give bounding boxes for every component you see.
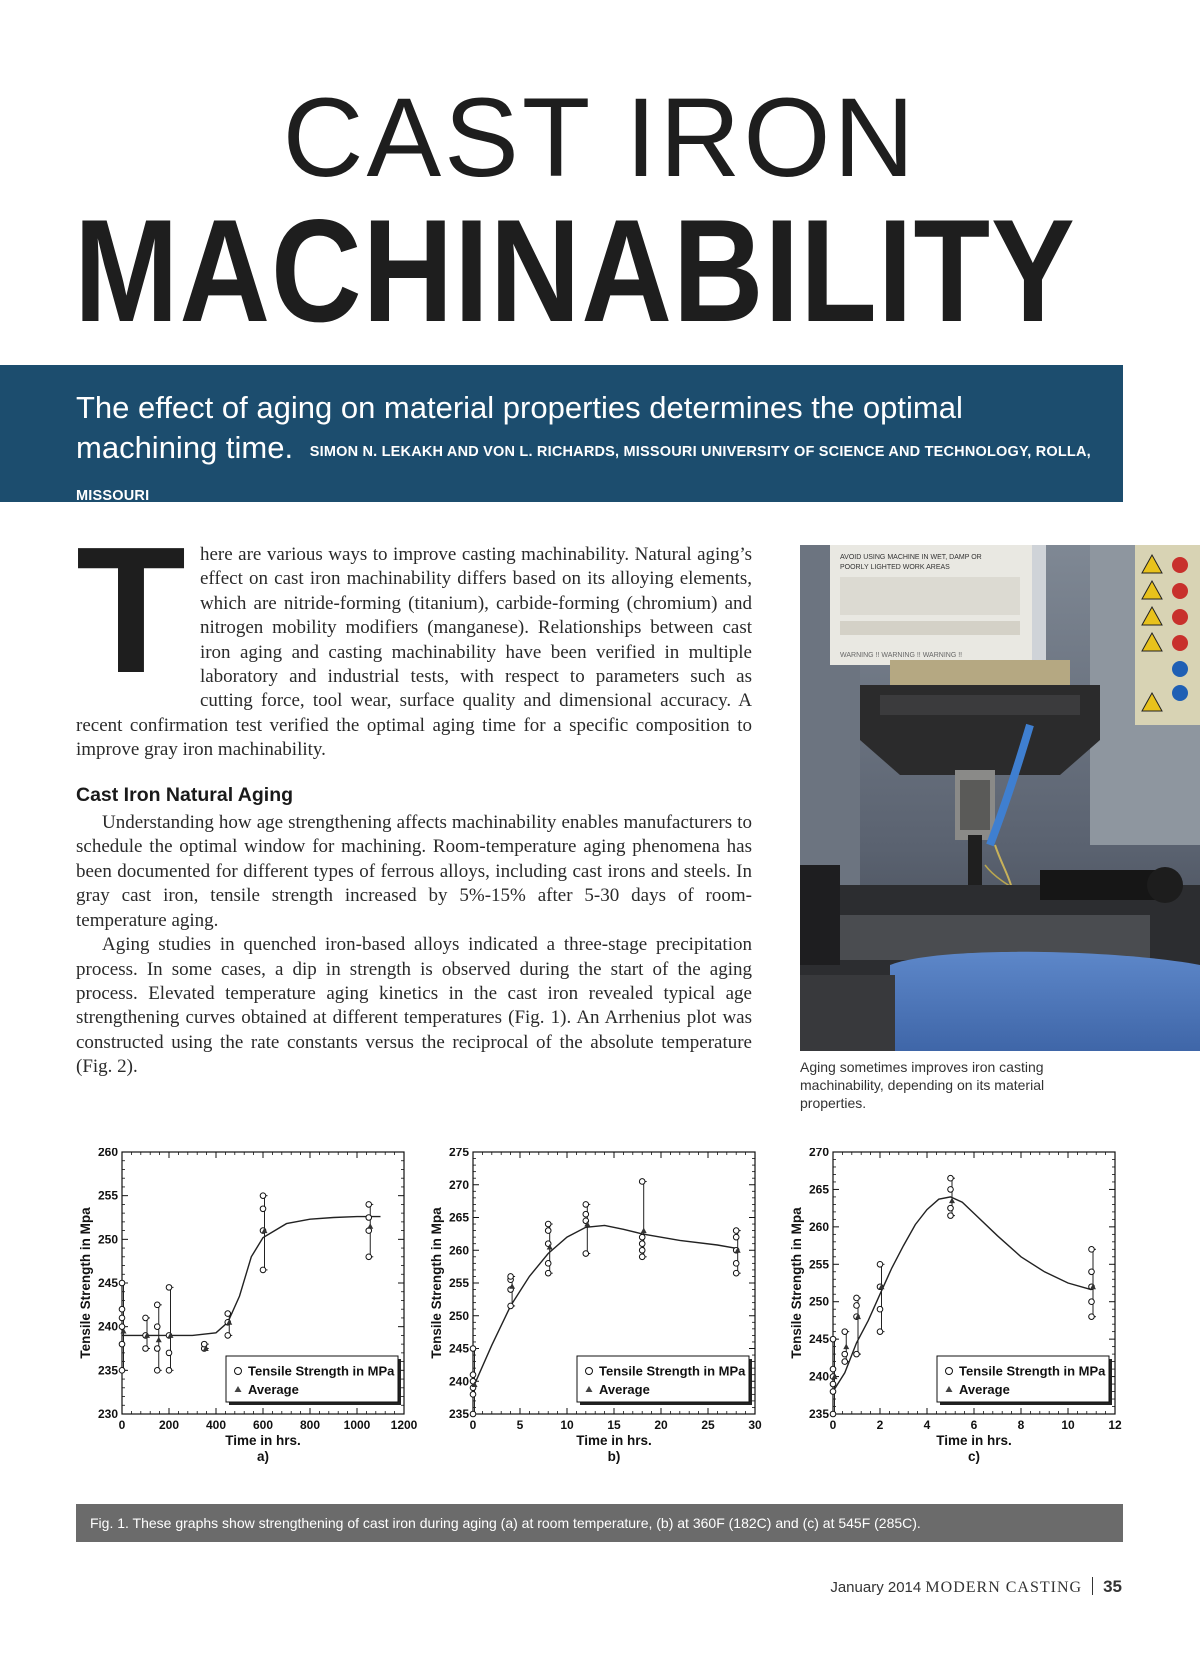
data-point <box>119 1315 125 1321</box>
page-footer <box>830 1577 1122 1597</box>
x-tick-label: 0 <box>118 1418 126 1432</box>
data-point <box>260 1267 266 1273</box>
data-point <box>854 1351 860 1357</box>
data-point <box>733 1270 739 1276</box>
x-tick-label: 0 <box>469 1418 477 1432</box>
data-point <box>545 1261 551 1267</box>
data-point <box>366 1215 372 1221</box>
data-point <box>154 1368 160 1374</box>
data-point <box>639 1241 645 1247</box>
sign-line2: POORLY LIGHTED WORK AREAS <box>840 564 950 571</box>
panel-label: a) <box>256 1449 270 1464</box>
x-tick-label: 1000 <box>343 1418 371 1432</box>
y-tick-label: 240 <box>808 1369 829 1384</box>
data-point <box>225 1311 231 1317</box>
x-tick-label: 400 <box>205 1418 227 1432</box>
data-point <box>948 1175 954 1181</box>
x-axis-label: Time in hrs. <box>576 1433 652 1448</box>
chart-a <box>76 1148 426 1488</box>
sign-line1: AVOID USING MACHINE IN WET, DAMP OR <box>840 554 982 561</box>
page-number: 35 <box>1103 1577 1122 1596</box>
y-tick-label: 260 <box>448 1243 469 1258</box>
data-point <box>201 1341 207 1347</box>
legend-marker-scatter <box>235 1368 242 1375</box>
x-tick-label: 10 <box>560 1418 574 1432</box>
x-tick-label: 30 <box>748 1418 762 1432</box>
y-tick-label: 260 <box>97 1148 118 1159</box>
data-point <box>830 1389 836 1395</box>
data-point <box>470 1372 476 1378</box>
y-tick-label: 270 <box>808 1148 829 1159</box>
byline: SIMON N. LEKAKH AND VON L. RICHARDS, MISSOURI UNIVERSITY OF SCIENCE AND TECHNOLOGY, ROLLA, MISSOURI <box>76 444 1091 504</box>
x-tick-label: 12 <box>1108 1418 1122 1432</box>
x-tick-label: 6 <box>970 1418 978 1432</box>
article-body <box>76 510 752 1080</box>
title-line2: MACHINABILITY <box>74 189 1076 352</box>
data-point <box>470 1392 476 1398</box>
data-point <box>830 1336 836 1342</box>
data-point <box>154 1324 160 1330</box>
data-point <box>166 1350 172 1356</box>
legend-label-average: Average <box>959 1382 1010 1397</box>
data-point <box>260 1206 266 1212</box>
data-point <box>508 1274 514 1280</box>
data-point <box>545 1228 551 1234</box>
legend-label-scatter: Tensile Strength in MPa <box>959 1363 1106 1379</box>
data-point <box>119 1306 125 1312</box>
x-tick-label: 800 <box>299 1418 321 1432</box>
data-point <box>842 1359 848 1365</box>
y-axis-label: Tensile Strength in Mpa <box>429 1207 444 1359</box>
data-point <box>1089 1314 1095 1320</box>
y-tick-label: 265 <box>808 1182 829 1197</box>
y-tick-label: 230 <box>97 1407 118 1421</box>
data-point <box>508 1303 514 1309</box>
data-point <box>143 1346 149 1352</box>
y-tick-label: 270 <box>448 1177 469 1192</box>
photo-caption: Aging sometimes improves iron casting machinability, depending on its material properties. <box>800 1059 1045 1111</box>
y-tick-label: 245 <box>448 1341 469 1356</box>
data-point <box>830 1411 836 1417</box>
y-tick-label: 255 <box>448 1276 469 1290</box>
paragraph-1: here are various ways to improve casting machinability. Natural aging’s effect on cast iron machinability differs based on its alloying elements, which are nitride-forming (titanium), carbide-forming (chromium) and nitrogen mobility modifiers (manganese). Relationships between cast iron aging and casting machinability have been verified in multiple laboratory and industrial tests, with respect to parameters such as cutting force, tool wear, surface quality and dimensional accuracy. A recent confirmation test verified the optimal aging time for a specific composition to improve gray iron machinability. <box>76 544 752 761</box>
footer-divider <box>1092 1577 1093 1595</box>
x-tick-label: 10 <box>1061 1418 1075 1432</box>
x-tick-label: 200 <box>158 1418 180 1432</box>
paragraph-3: Aging studies in quenched iron-based alloys indicated a three-stage precipitation process. In some cases, a dip in strength is observed during the start of the aging process. Elevated temperature aging kinetics in the cast iron revealed typical age strengthening curves obtained at different temperatures (Fig. 1). An Arrhenius plot was constructed using the rate constants versus the reciprocal of the absolute temperature (Fig. 2). <box>76 934 752 1078</box>
machining-photo <box>800 545 1200 1051</box>
x-tick-label: 25 <box>701 1418 715 1432</box>
data-point <box>948 1187 954 1193</box>
data-point <box>119 1341 125 1347</box>
deck-text: The effect of aging on material properties determines the optimal machining time. <box>76 390 963 465</box>
footer-magazine: MODERN CASTING <box>925 1579 1083 1596</box>
data-point <box>733 1261 739 1267</box>
y-axis-label: Tensile Strength in Mpa <box>789 1207 804 1359</box>
data-point <box>154 1302 160 1308</box>
y-tick-label: 235 <box>808 1407 829 1421</box>
data-point <box>154 1346 160 1352</box>
y-tick-label: 250 <box>808 1294 829 1309</box>
data-point <box>948 1213 954 1219</box>
x-tick-label: 8 <box>1017 1418 1025 1432</box>
dropcap: T <box>76 510 186 711</box>
x-tick-label: 20 <box>654 1418 668 1432</box>
data-point <box>639 1247 645 1253</box>
y-tick-label: 250 <box>448 1308 469 1323</box>
data-point <box>639 1234 645 1240</box>
data-point <box>830 1381 836 1387</box>
y-tick-label: 255 <box>808 1257 829 1272</box>
x-tick-label: 15 <box>607 1418 621 1432</box>
footer-date: January 2014 <box>830 1579 922 1596</box>
y-tick-label: 245 <box>808 1332 829 1347</box>
legend-label-scatter: Tensile Strength in MPa <box>248 1363 395 1379</box>
data-point <box>830 1366 836 1372</box>
data-point <box>877 1261 883 1267</box>
data-point <box>119 1324 125 1330</box>
data-point <box>639 1254 645 1260</box>
data-point <box>470 1346 476 1352</box>
data-point <box>260 1193 266 1199</box>
data-point <box>1089 1299 1095 1305</box>
y-tick-label: 235 <box>448 1407 469 1421</box>
data-point <box>583 1251 589 1257</box>
data-point <box>583 1202 589 1208</box>
deck <box>76 388 1106 516</box>
x-tick-label: 1200 <box>390 1418 418 1432</box>
y-tick-label: 265 <box>448 1210 469 1225</box>
data-point <box>119 1368 125 1374</box>
data-point <box>1089 1247 1095 1253</box>
panel-label: c) <box>967 1449 981 1464</box>
data-point <box>166 1368 172 1374</box>
data-point <box>733 1234 739 1240</box>
legend-marker-scatter <box>586 1368 593 1375</box>
y-tick-label: 275 <box>448 1148 469 1159</box>
data-point <box>583 1211 589 1217</box>
y-tick-label: 235 <box>97 1363 118 1378</box>
x-axis-label: Time in hrs. <box>936 1433 1012 1448</box>
title-line1: CAST IRON <box>282 75 918 200</box>
data-point <box>225 1333 231 1339</box>
data-point <box>877 1329 883 1335</box>
data-point <box>143 1315 149 1321</box>
y-tick-label: 240 <box>448 1374 469 1389</box>
x-tick-label: 2 <box>876 1418 884 1432</box>
paragraph-2: Understanding how age strengthening affects machinability enables manufacturers to schedule the optimal window for machining. Room-temperature aging phenomena has been documented for different types of ferrous alloys, including cast irons and steels. In gray cast iron, tensile strength increased by 5%-15% after 5-30 days of room-temperature aging. <box>76 812 752 931</box>
data-point <box>545 1221 551 1227</box>
data-point <box>842 1329 848 1335</box>
x-tick-label: 4 <box>923 1418 931 1432</box>
y-tick-label: 245 <box>97 1276 118 1290</box>
y-tick-label: 260 <box>808 1219 829 1234</box>
y-axis-label: Tensile Strength in Mpa <box>78 1207 93 1359</box>
y-tick-label: 255 <box>97 1188 118 1203</box>
data-point <box>545 1270 551 1276</box>
data-point <box>854 1303 860 1309</box>
data-point <box>470 1411 476 1417</box>
legend-label-scatter: Tensile Strength in MPa <box>599 1363 746 1379</box>
data-point <box>854 1295 860 1301</box>
x-tick-label: 600 <box>252 1418 274 1432</box>
data-point <box>119 1280 125 1286</box>
y-tick-label: 240 <box>97 1319 118 1334</box>
chart-c <box>787 1148 1137 1488</box>
data-point <box>733 1228 739 1234</box>
chart-b <box>427 1148 777 1488</box>
sign-warning: WARNING !! WARNING !! WARNING !! <box>840 652 963 659</box>
panel-label: b) <box>607 1449 621 1464</box>
data-point <box>842 1351 848 1357</box>
data-point <box>366 1254 372 1260</box>
legend-label-average: Average <box>599 1382 650 1397</box>
data-point <box>639 1179 645 1185</box>
data-point <box>366 1202 372 1208</box>
legend-marker-scatter <box>946 1368 953 1375</box>
figure-caption: Fig. 1. These graphs show strengthening of cast iron during aging (a) at room temperature, (b) at 360F (182C) and (c) at 545F (285C). <box>76 1504 1123 1542</box>
data-point <box>877 1306 883 1312</box>
section-heading: Cast Iron Natural Aging <box>76 783 294 806</box>
y-tick-label: 250 <box>97 1232 118 1247</box>
data-point <box>166 1285 172 1291</box>
legend-label-average: Average <box>248 1382 299 1397</box>
x-axis-label: Time in hrs. <box>225 1433 301 1448</box>
data-point <box>1089 1269 1095 1275</box>
x-tick-label: 5 <box>516 1418 524 1432</box>
x-tick-label: 0 <box>829 1418 837 1432</box>
data-point <box>948 1205 954 1211</box>
